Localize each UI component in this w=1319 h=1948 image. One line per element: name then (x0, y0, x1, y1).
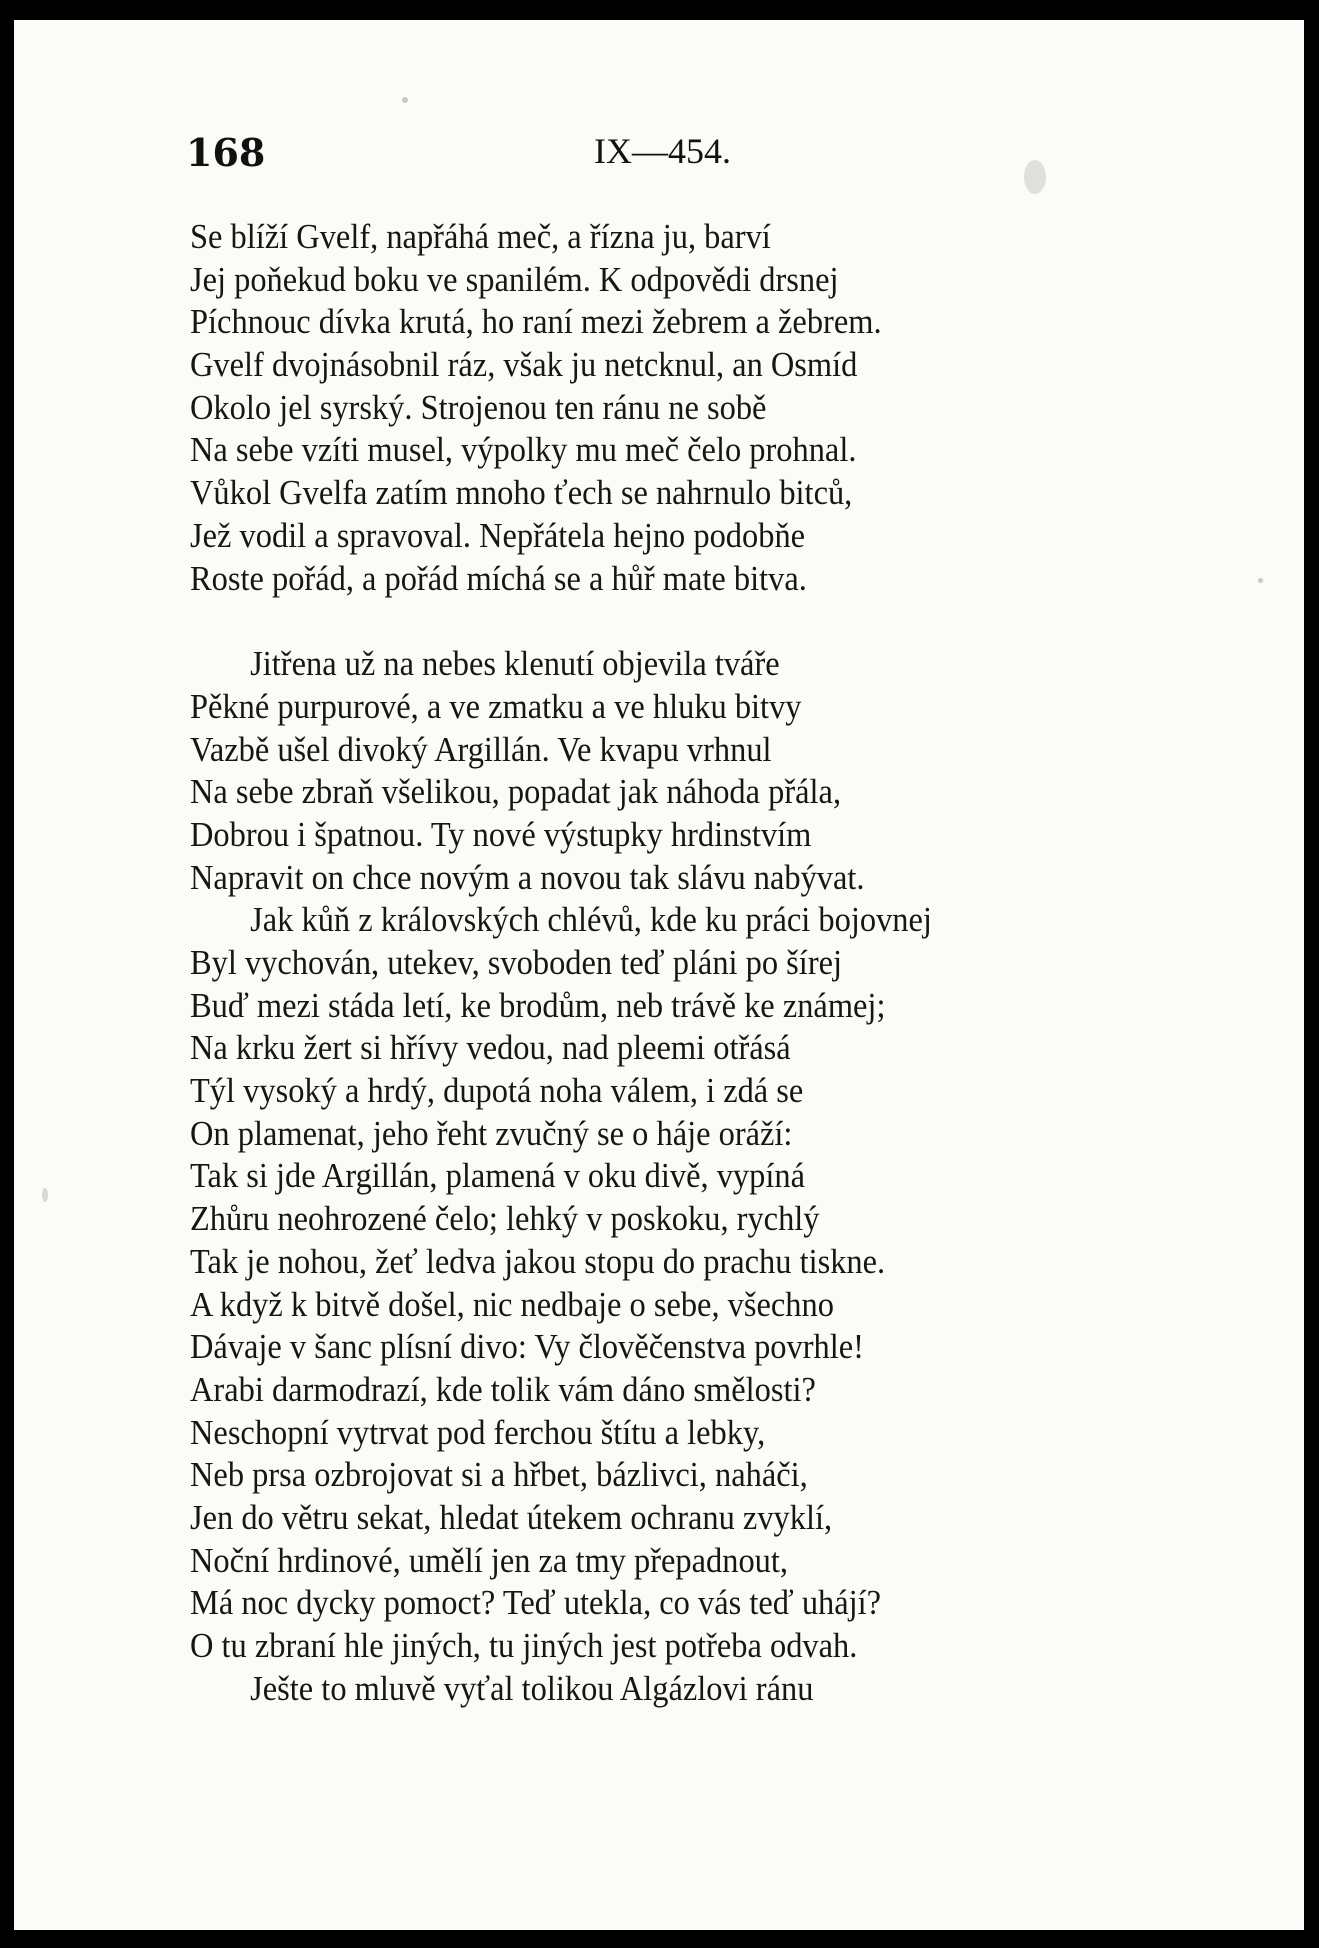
poem-line: Dobrou i špatnou. Ty nové výstupky hrdinstvím (190, 815, 812, 854)
stanza (190, 216, 1290, 600)
running-head: IX—454. (594, 131, 731, 171)
poem-line: Tak je nohou, žeť ledva jakou stopu do prachu tiskne. (190, 1242, 886, 1281)
book-page (14, 20, 1304, 1930)
paper-speck (42, 1188, 48, 1202)
poem-line: O tu zbraní hle jiných, tu jiných jest potřeba odvah. (190, 1627, 858, 1665)
page-number: 168 (186, 130, 266, 175)
poem-line: Se blíží Gvelf, napřáhá meč, a řízna ju, barví (190, 218, 771, 256)
page-header (14, 130, 1304, 190)
poem-line: Týl vysoký a hrdý, dupotá noha válem, i zdá se (190, 1072, 804, 1111)
poem-line: A když k bitvě došel, nic nedbaje o sebe, všechno (190, 1285, 834, 1324)
poem-line: Byl vychován, utekev, svoboden teď pláni po šírej (190, 944, 843, 982)
poem-line: Tak si jde Argillán, plamená v oku divě, vypíná (190, 1157, 805, 1196)
poem-line: Buď mezi stáda letí, ke brodům, neb trávě ke známej; (190, 986, 886, 1025)
poem-line: Pěkné purpurové, a ve zmatku a ve hluku bitvy (190, 687, 802, 726)
poem-line: Arabi darmodrazí, kde tolik vám dáno smělosti? (190, 1370, 816, 1409)
stanza (190, 643, 1290, 1710)
poem-line: Roste pořád, a pořád míchá se a hůř mate bitva. (190, 559, 807, 598)
poem-line: Dávaje v šanc plísní divo: Vy člověčenstva povrhle! (190, 1328, 864, 1367)
paper-speck (402, 97, 408, 103)
poem-line: Vazbě ušel divoký Argillán. Ve kvapu vrhnul (190, 730, 772, 769)
poem-line: Napravit on chce novým a novou tak slávu nabývat. (190, 858, 865, 897)
poem-line: Neschopní vytrvat pod ferchou štítu a lebky, (190, 1413, 766, 1452)
poem-line: Ješte to mluvě vyťal tolikou Algázlovi ránu (250, 1669, 814, 1708)
poem-line: Na krku žert si hřívy vedou, nad pleemi otřásá (190, 1029, 791, 1068)
poem-line: Gvelf dvojnásobnil ráz, však ju netcknul, an Osmíd (190, 346, 858, 385)
poem-line: Na sebe zbraň všelikou, popadat jak náhoda přála, (190, 773, 842, 812)
poem-line: Zhůru neohrozené čelo; lehký v poskoku, rychlý (190, 1200, 820, 1239)
poem-line: On plamenat, jeho řeht zvučný se o háje oráží: (190, 1114, 793, 1153)
poem-line: Jak kůň z královských chlévů, kde ku práci bojovnej (250, 901, 932, 940)
poem-line: Jen do větru sekat, hledat útekem ochranu zvyklí, (190, 1498, 833, 1537)
poem-line: Má noc dycky pomoct? Teď utekla, co vás teď uhájí? (190, 1584, 882, 1623)
poem-text (190, 216, 1290, 1710)
poem-line: Jitřena už na nebes klenutí objevila tváře (250, 645, 780, 684)
poem-line: Píchnouc dívka krutá, ho raní mezi žebrem a žebrem. (190, 303, 882, 342)
poem-line: Vůkol Gvelfa zatím mnoho ťech se nahrnulo bitců, (190, 474, 853, 513)
paper-speck (1024, 160, 1046, 194)
poem-line: Neb prsa ozbrojovat si a hřbet, bázlivci, naháči, (190, 1456, 808, 1495)
poem-line: Okolo jel syrský. Strojenou ten ránu ne sobě (190, 388, 767, 427)
poem-line: Jej poňekud boku ve spanilém. K odpovědi drsnej (190, 260, 839, 299)
poem-line: Jež vodil a spravoval. Nepřátela hejno podobňe (190, 516, 806, 555)
poem-line: Noční hrdinové, umělí jen za tmy přepadnout, (190, 1541, 789, 1580)
paper-speck (1258, 578, 1263, 583)
poem-line: Na sebe vzíti musel, výpolky mu meč čelo prohnal. (190, 431, 857, 470)
